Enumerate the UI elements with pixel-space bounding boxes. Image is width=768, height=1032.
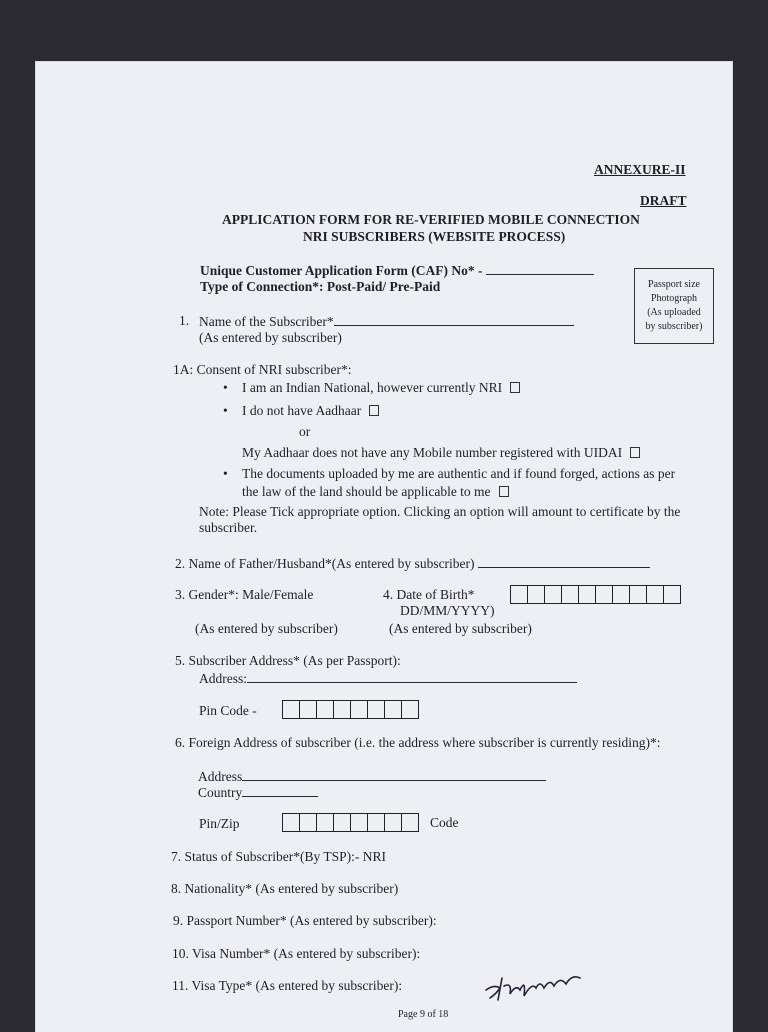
consent-option-aadhaar-no-mobile[interactable]: My Aadhaar does not have any Mobile number registered with UIDAI (242, 445, 640, 461)
documents-checkbox[interactable] (499, 486, 509, 497)
pin-code-label: Pin Code - (199, 703, 257, 718)
aadhaar-no-mobile-checkbox[interactable] (630, 447, 640, 458)
caf-number-line (486, 262, 594, 275)
photo-caption-1: Passport size (648, 279, 700, 290)
gender-note: (As entered by subscriber) (195, 621, 338, 636)
pin-zip-label: Pin/Zip (199, 816, 240, 831)
passport-number-field: 9. Passport Number* (As entered by subscriber): (173, 913, 437, 928)
dob-format: DD/MM/YYYY) (400, 603, 495, 618)
or-text: or (299, 424, 311, 439)
photo-caption-2: Photograph (650, 293, 698, 304)
dob-note: (As entered by subscriber) (389, 621, 532, 636)
consent-label: 1A: Consent of NRI subscriber*: (173, 362, 352, 377)
note-line2: subscriber. (199, 520, 258, 535)
caf-number-label: Unique Customer Application Form (CAF) No* - (200, 262, 594, 279)
form-title-line2: NRI SUBSCRIBERS (WEBSITE PROCESS) (303, 229, 566, 244)
foreign-address-line (242, 768, 546, 781)
subscriber-address-field: Address: (199, 670, 577, 687)
no-aadhaar-checkbox[interactable] (369, 405, 379, 416)
pin-code-boxes[interactable] (282, 700, 419, 719)
consent-documents-line1: • The documents uploaded by me are authentic and if found forged, actions as per (242, 466, 675, 482)
photo-caption-3: (As uploaded (647, 307, 701, 318)
consent-option-no-aadhaar[interactable]: • I do not have Aadhaar (242, 403, 379, 419)
country-field: Country (198, 784, 318, 801)
subscriber-name-line (334, 313, 574, 326)
consent-documents-line2[interactable]: the law of the land should be applicable to me (242, 484, 509, 500)
annexure-label: ANNEXURE-II (594, 162, 686, 177)
foreign-address-label: 6. Foreign Address of subscriber (i.e. the address where subscriber is currently residing)*: (175, 735, 661, 750)
subscriber-address-line (247, 670, 577, 683)
subscriber-address-label: 5. Subscriber Address* (As per Passport): (175, 653, 401, 668)
nationality-field: 8. Nationality* (As entered by subscriber) (171, 881, 399, 896)
father-husband-line (478, 555, 650, 568)
dob-boxes[interactable] (510, 585, 681, 604)
country-line (242, 784, 318, 797)
signature-image (480, 964, 590, 1004)
code-label: Code (430, 815, 459, 830)
pin-zip-boxes[interactable] (282, 813, 419, 832)
dob-field: 4. Date of Birth* (383, 587, 475, 602)
gender-field: 3. Gender*: Male/Female (175, 587, 314, 602)
field-1-number: 1. (179, 313, 190, 328)
photo-caption-4: by subscriber) (645, 321, 703, 332)
field-1-note: (As entered by subscriber) (199, 330, 342, 345)
visa-type-field: 11. Visa Type* (As entered by subscriber): (172, 978, 403, 993)
page-number: Page 9 of 18 (398, 1009, 449, 1020)
visa-number-field: 10. Visa Number* (As entered by subscriber): (172, 946, 421, 961)
passport-photo-box (634, 268, 714, 344)
draft-label: DRAFT (640, 193, 687, 208)
foreign-address-field: Address (198, 768, 546, 785)
connection-type-label: Type of Connection*: Post-Paid/ Pre-Paid (200, 279, 441, 294)
subscriber-name-field: Name of the Subscriber* (199, 313, 574, 330)
consent-option-nri[interactable]: • I am an Indian National, however currently NRI (242, 380, 520, 396)
note-line1: Note: Please Tick appropriate option. Clicking an option will amount to certificate by the (199, 504, 681, 519)
nri-checkbox[interactable] (510, 382, 520, 393)
father-husband-field: 2. Name of Father/Husband*(As entered by subscriber) (175, 555, 650, 572)
status-field: 7. Status of Subscriber*(By TSP):- NRI (171, 849, 386, 864)
form-title-line1: APPLICATION FORM FOR RE-VERIFIED MOBILE CONNECTION (222, 212, 640, 227)
